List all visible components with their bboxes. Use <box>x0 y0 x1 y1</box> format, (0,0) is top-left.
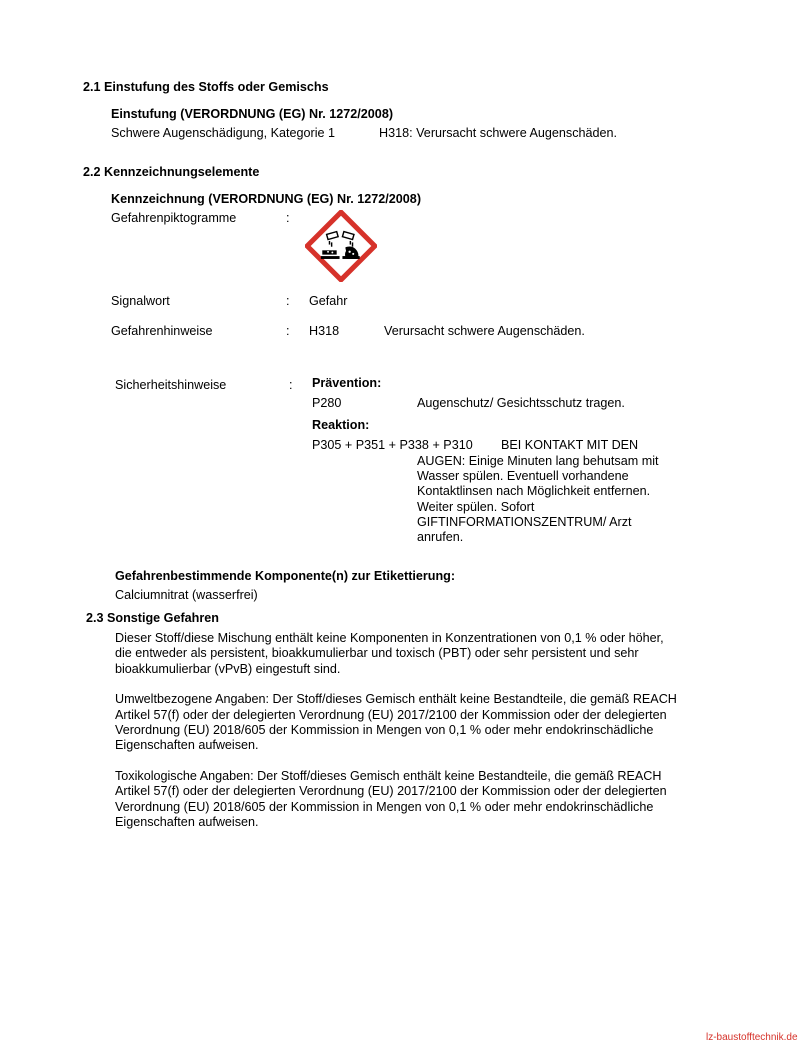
hazard-statement-code: H318 <box>309 324 340 338</box>
p305-text-line-4: Kontaktlinsen nach Möglichkeit entfernen. <box>417 484 651 498</box>
toxicology-paragraph-line-2: Artikel 57(f) oder der delegierten Verordnung (EU) 2017/2100 der Kommission oder der delegierten <box>115 784 667 798</box>
section-2-2-heading: 2.2 Kennzeichnungselemente <box>83 165 260 179</box>
pictogram-label: Gefahrenpiktogramme <box>111 211 237 225</box>
environment-paragraph-line-3: Verordnung (EU) 2018/605 der Kommission in Mengen von 0,1 % oder mehr endokrinschädliche <box>115 723 654 737</box>
p305-text-line-6: GIFTINFORMATIONSZENTRUM/ Arzt <box>417 515 632 529</box>
precautionary-statements-label: Sicherheitshinweise <box>115 378 227 392</box>
p280-text: Augenschutz/ Gesichtsschutz tragen. <box>417 396 625 410</box>
prevention-heading: Prävention: <box>312 376 382 390</box>
components-heading: Gefahrenbestimmende Komponente(n) zur Etikettierung: <box>115 569 456 583</box>
p305-text-line-5: Weiter spülen. Sofort <box>417 500 535 514</box>
p305-text-line-1: BEI KONTAKT MIT DEN <box>501 438 639 452</box>
precautionary-statements-colon: : <box>289 378 293 392</box>
pbt-paragraph-line-3: bioakkumulierbar (vPvB) eingestuft sind. <box>115 662 341 676</box>
hazard-statement-text: Verursacht schwere Augenschäden. <box>384 324 585 338</box>
environment-paragraph-line-2: Artikel 57(f) oder der delegierten Verordnung (EU) 2017/2100 der Kommission oder der delegierten <box>115 708 667 722</box>
signal-word-label: Signalwort <box>111 294 170 308</box>
classification-category: Schwere Augenschädigung, Kategorie 1 <box>111 126 336 140</box>
section-2-3-heading: 2.3 Sonstige Gefahren <box>86 611 219 625</box>
p305-text-line-3: Wasser spülen. Eventuell vorhandene <box>417 469 629 483</box>
pbt-paragraph-line-1: Dieser Stoff/diese Mischung enthält keine Komponenten in Konzentrationen von 0,1 % oder höher, <box>115 631 664 645</box>
toxicology-paragraph-line-3: Verordnung (EU) 2018/605 der Kommission in Mengen von 0,1 % oder mehr endokrinschädliche <box>115 800 654 814</box>
p305-text-line-7: anrufen. <box>417 530 464 544</box>
ghs05-corrosion-icon <box>305 210 377 282</box>
toxicology-paragraph-line-4: Eigenschaften aufweisen. <box>115 815 259 829</box>
hazard-statements-label: Gefahrenhinweise <box>111 324 213 338</box>
components-value: Calciumnitrat (wasserfrei) <box>115 588 258 602</box>
hazard-statements-colon: : <box>286 324 290 338</box>
signal-word-colon: : <box>286 294 290 308</box>
environment-paragraph-line-1: Umweltbezogene Angaben: Der Stoff/dieses Gemisch enthält keine Bestandteile, die gemäß REACH <box>115 692 677 706</box>
pictogram-colon: : <box>286 211 290 225</box>
environment-paragraph-line-4: Eigenschaften aufweisen. <box>115 738 259 752</box>
reaction-heading: Reaktion: <box>312 418 370 432</box>
pbt-paragraph-line-2: die entweder als persistent, bioakkumulierbar und toxisch (PBT) oder sehr persistent und sehr <box>115 646 639 660</box>
p305-code: P305 + P351 + P338 + P310 <box>312 438 473 452</box>
signal-word-value: Gefahr <box>309 294 348 308</box>
classification-hazard: H318: Verursacht schwere Augenschäden. <box>379 126 618 140</box>
classification-subheading: Einstufung (VERORDNUNG (EG) Nr. 1272/2008) <box>111 107 394 121</box>
section-2-1-heading: 2.1 Einstufung des Stoffs oder Gemischs <box>83 80 329 94</box>
p305-text-line-2: AUGEN: Einige Minuten lang behutsam mit <box>417 454 659 468</box>
p280-code: P280 <box>312 396 342 410</box>
watermark-link[interactable]: lz-baustofftechnik.de <box>706 1032 798 1043</box>
labelling-subheading: Kennzeichnung (VERORDNUNG (EG) Nr. 1272/2008) <box>111 192 422 206</box>
toxicology-paragraph-line-1: Toxikologische Angaben: Der Stoff/dieses Gemisch enthält keine Bestandteile, die gemäß REACH <box>115 769 662 783</box>
